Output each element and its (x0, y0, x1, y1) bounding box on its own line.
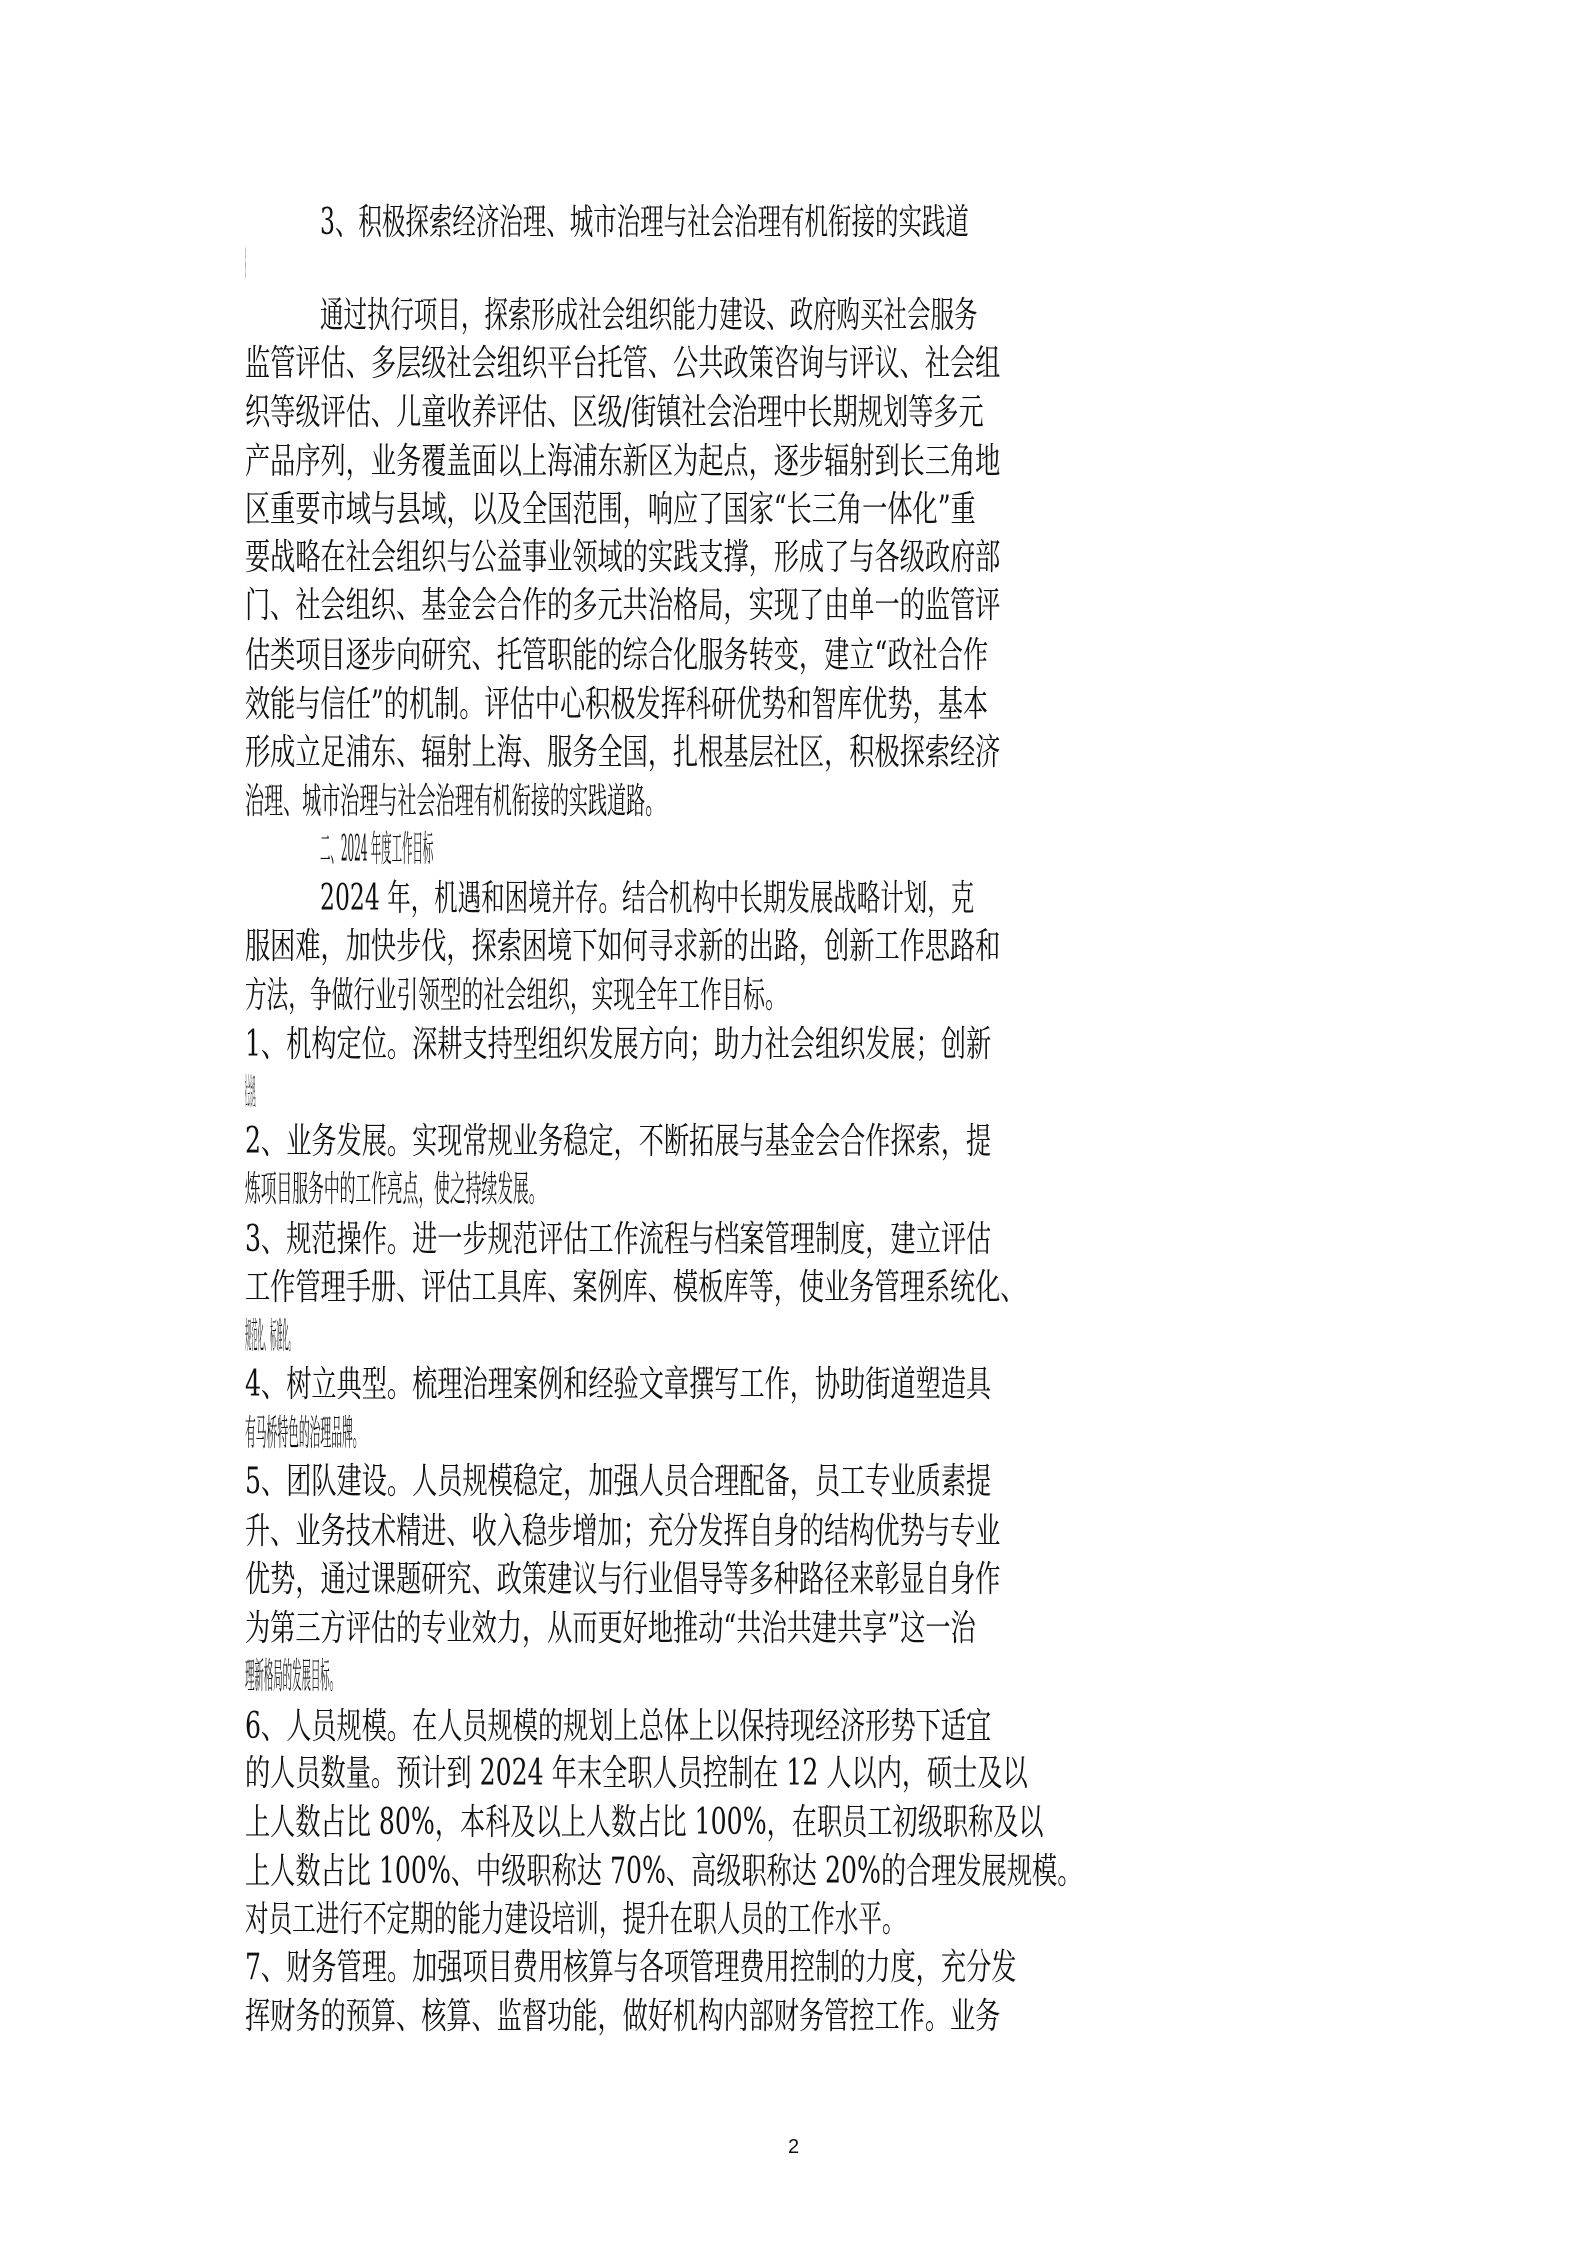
text-line: 规范化、标准化。 (245, 1316, 295, 1357)
text-line: 炼项目服务中的工作亮点，使之持续发展。 (245, 1169, 545, 1210)
text-line: 社会治理。 (245, 1072, 258, 1113)
text-line: 对员工进行不定期的能力建设培训，提升在职人员的工作水平。 (245, 1899, 906, 1940)
text-line: 3、规范操作。进一步规范评估工作流程与档案管理制度，建立评估 (245, 1219, 992, 1260)
text-line: 6、人员规模。在人员规模的规划上总体上以保持现经济形势下适宜 (245, 1706, 992, 1747)
text-line: 优势，通过课题研究、政策建议与行业倡导等多种路径来彰显自身作 (245, 1559, 1001, 1600)
text-line: 二、2024 年度工作目标 (320, 829, 434, 870)
page-number: 2 (787, 2136, 800, 2158)
text-line: 通过执行项目，探索形成社会组织能力建设、政府购买社会服务 (320, 295, 978, 336)
text-line: 4、树立典型。梳理治理案例和经验文章撰写工作，协助街道塑造具 (245, 1364, 992, 1405)
text-line: 织等级评估、儿童收养评估、区级/街镇社会治理中长期规划等多元 (245, 392, 984, 433)
text-line: 挥财务的预算、核算、监督功能，做好机构内部财务管控工作。业务 (245, 1996, 1001, 2037)
text-line: 治理、城市治理与社会治理有机衔接的实践道路。 (245, 781, 665, 822)
text-line: 效能与信任”的机制。评估中心积极发挥科研优势和智库优势，基本 (245, 684, 989, 725)
text-line: 有马桥特色的治理品牌。 (245, 1413, 364, 1454)
text-line: 2024 年，机遇和困境并存。结合机构中长期发展战略计划，克 (320, 878, 975, 919)
text-line: 形成立足浦东、辐射上海、服务全国，扎根基层社区，积极探索经济 (245, 732, 1001, 773)
text-line: 3、积极探索经济治理、城市治理与社会治理有机衔接的实践道 (320, 202, 969, 243)
text-line: 上人数占比 100%、中级职称达 70%、高级职称达 20%的合理发展规模。 (245, 1851, 1083, 1892)
text-line: 理新格局的发展目标。 (245, 1656, 340, 1697)
text-line: 为第三方评估的专业效力，从而更好地推动“共治共建共享”这一治 (245, 1608, 976, 1649)
text-line: 升、业务技术精进、收入稳步增加；充分发挥自身的结构优势与专业 (245, 1511, 1001, 1552)
text-line: 5、团队建设。人员规模稳定，加强人员合理配备，员工专业质素提 (245, 1461, 992, 1502)
text-line: 区重要市域与县域，以及全国范围，响应了国家“长三角一体化”重 (245, 489, 976, 530)
text-line: 路 (245, 244, 246, 285)
text-line: 上人数占比 80%，本科及以上人数占比 100%，在职员工初级职称及以 (245, 1802, 1044, 1843)
text-line: 工作管理手册、评估工具库、案例库、模板库等，使业务管理系统化、 (245, 1267, 1026, 1308)
text-line: 2、业务发展。实现常规业务稳定，不断拓展与基金会合作探索，提 (245, 1121, 992, 1162)
text-line: 产品序列，业务覆盖面以上海浦东新区为起点，逐步辐射到长三角地 (245, 441, 1001, 482)
text-line: 门、社会组织、基金会合作的多元共治格局，实现了由单一的监管评 (245, 585, 1001, 626)
text-line: 的人员数量。预计到 2024 年末全职人员控制在 12 人以内，硕士及以 (245, 1753, 1028, 1794)
text-line: 方法，争做行业引领型的社会组织，实现全年工作目标。 (245, 975, 787, 1016)
text-line: 监管评估、多层级社会组织平台托管、公共政策咨询与评议、社会组 (245, 343, 1001, 384)
text-line: 要战略在社会组织与公益事业领域的实践支撑，形成了与各级政府部 (245, 537, 1001, 578)
text-line: 1、机构定位。深耕支持型组织发展方向；助力社会组织发展；创新 (245, 1024, 992, 1065)
text-line: 服困难，加快步伐，探索困境下如何寻求新的出路，创新工作思路和 (245, 926, 1001, 967)
text-line: 7、财务管理。加强项目费用核算与各项管理费用控制的力度，充分发 (245, 1947, 1017, 1988)
text-line: 估类项目逐步向研究、托管职能的综合化服务转变，建立“政社合作 (245, 635, 989, 676)
